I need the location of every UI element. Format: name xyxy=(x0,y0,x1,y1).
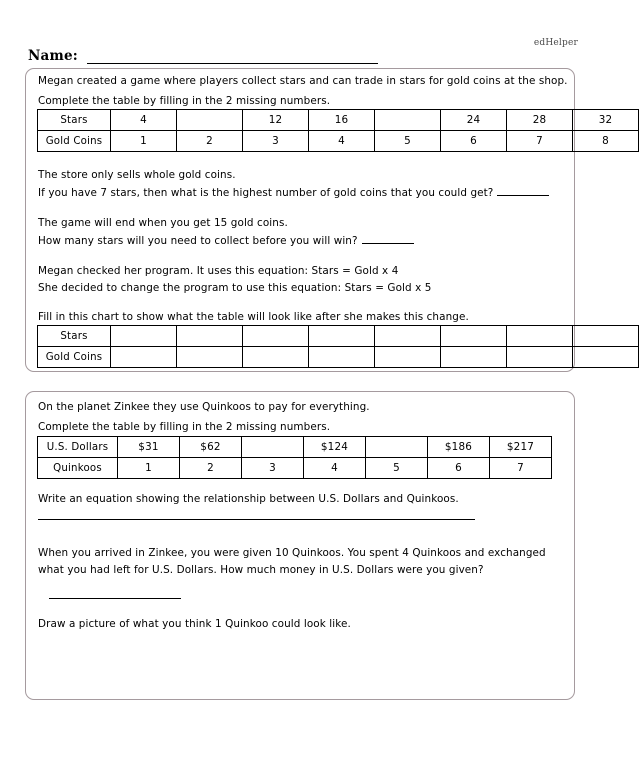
blank-cell-stars-0[interactable] xyxy=(111,326,177,347)
exchange-question-line1: When you arrived in Zinkee, you were given 10 Quinkoos. You spent 4 Quinkoos and exchanged xyxy=(38,547,546,559)
edhelper-logo: edHelper xyxy=(533,38,578,48)
row-label-stars-blank: Stars xyxy=(38,326,111,347)
cell-gold-3[interactable]: 4 xyxy=(309,131,375,152)
blank-stars-gold-table[interactable] xyxy=(37,325,639,368)
cell-dollars-2[interactable] xyxy=(242,437,304,458)
section1-intro-line1: Megan created a game where players collect stars and can trade in stars for gold coins at the shop. xyxy=(38,75,568,87)
name-field-row xyxy=(28,48,378,64)
blank-cell-gold-3[interactable] xyxy=(309,347,375,368)
row-label-quinkoos: Quinkoos xyxy=(38,458,118,479)
cell-gold-6[interactable]: 7 xyxy=(507,131,573,152)
cell-dollars-3[interactable]: $124 xyxy=(304,437,366,458)
blank-cell-stars-2[interactable] xyxy=(243,326,309,347)
cell-gold-7[interactable]: 8 xyxy=(573,131,639,152)
cell-gold-4[interactable]: 5 xyxy=(375,131,441,152)
cell-dollars-0[interactable]: $31 xyxy=(118,437,180,458)
cell-quinkoos-4[interactable]: 5 xyxy=(366,458,428,479)
cell-quinkoos-2[interactable]: 3 xyxy=(242,458,304,479)
blank-cell-gold-7[interactable] xyxy=(573,347,639,368)
equation-line1: Megan checked her program. It uses this equation: Stars = Gold x 4 xyxy=(38,265,399,277)
cell-stars-4[interactable] xyxy=(375,110,441,131)
equation-question: Write an equation showing the relationship between U.S. Dollars and Quinkoos. xyxy=(38,493,459,505)
cell-stars-6[interactable]: 28 xyxy=(507,110,573,131)
question2-line1: The game will end when you get 15 gold coins. xyxy=(38,217,288,229)
blank-cell-stars-1[interactable] xyxy=(177,326,243,347)
section1-intro-line2: Complete the table by filling in the 2 missing numbers. xyxy=(38,95,331,107)
problem-section-2 xyxy=(25,391,575,700)
row-label-gold-blank: Gold Coins xyxy=(38,347,111,368)
cell-stars-1[interactable] xyxy=(177,110,243,131)
blank-cell-stars-7[interactable] xyxy=(573,326,639,347)
dollars-quinkoos-table[interactable] xyxy=(37,436,552,479)
cell-dollars-4[interactable] xyxy=(366,437,428,458)
cell-quinkoos-1[interactable]: 2 xyxy=(180,458,242,479)
blank-cell-gold-1[interactable] xyxy=(177,347,243,368)
equation-line2: She decided to change the program to use this equation: Stars = Gold x 5 xyxy=(38,282,432,294)
draw-picture-prompt: Draw a picture of what you think 1 Quinkoo could look like. xyxy=(38,618,351,630)
question1-line1: The store only sells whole gold coins. xyxy=(38,169,236,181)
blank-cell-gold-6[interactable] xyxy=(507,347,573,368)
blank-cell-stars-6[interactable] xyxy=(507,326,573,347)
equation-answer-line[interactable] xyxy=(38,519,475,520)
blank-cell-stars-3[interactable] xyxy=(309,326,375,347)
section2-intro-line1: On the planet Zinkee they use Quinkoos to pay for everything. xyxy=(38,401,370,413)
exchange-question-line2: what you had left for U.S. Dollars. How much money in U.S. Dollars were you given? xyxy=(38,564,484,576)
chart-prompt: Fill in this chart to show what the table will look like after she makes this change. xyxy=(38,311,469,323)
table-row xyxy=(38,131,639,152)
answer-blank-1[interactable] xyxy=(497,185,549,196)
cell-stars-3[interactable]: 16 xyxy=(309,110,375,131)
cell-quinkoos-3[interactable]: 4 xyxy=(304,458,366,479)
stars-gold-coins-table[interactable] xyxy=(37,109,639,152)
blank-cell-gold-0[interactable] xyxy=(111,347,177,368)
section2-intro-line2: Complete the table by filling in the 2 missing numbers. xyxy=(38,421,331,433)
problem-section-1 xyxy=(25,68,613,372)
blank-cell-stars-5[interactable] xyxy=(441,326,507,347)
table-row xyxy=(38,326,639,347)
blank-cell-gold-4[interactable] xyxy=(375,347,441,368)
cell-gold-2[interactable]: 3 xyxy=(243,131,309,152)
cell-dollars-1[interactable]: $62 xyxy=(180,437,242,458)
drawing-area[interactable] xyxy=(38,634,562,694)
cell-gold-0[interactable]: 1 xyxy=(111,131,177,152)
cell-quinkoos-6[interactable]: 7 xyxy=(490,458,552,479)
exchange-answer-line[interactable] xyxy=(49,598,181,599)
question2-line2: How many stars will you need to collect before you will win? xyxy=(38,235,358,247)
question2-line2-wrap xyxy=(38,233,414,248)
cell-gold-1[interactable]: 2 xyxy=(177,131,243,152)
blank-cell-stars-4[interactable] xyxy=(375,326,441,347)
answer-blank-2[interactable] xyxy=(362,233,414,244)
question1-line2-wrap xyxy=(38,185,549,200)
cell-dollars-5[interactable]: $186 xyxy=(428,437,490,458)
cell-stars-0[interactable]: 4 xyxy=(111,110,177,131)
row-label-us-dollars: U.S. Dollars xyxy=(38,437,118,458)
name-input-line[interactable] xyxy=(87,50,378,64)
table-row xyxy=(38,437,552,458)
table-row xyxy=(38,110,639,131)
blank-cell-gold-2[interactable] xyxy=(243,347,309,368)
table-row xyxy=(38,347,639,368)
cell-dollars-6[interactable]: $217 xyxy=(490,437,552,458)
blank-cell-gold-5[interactable] xyxy=(441,347,507,368)
cell-stars-7[interactable]: 32 xyxy=(573,110,639,131)
table-row xyxy=(38,458,552,479)
question1-line2: If you have 7 stars, then what is the highest number of gold coins that you could get? xyxy=(38,187,494,199)
name-label: Name: xyxy=(28,48,78,64)
cell-quinkoos-0[interactable]: 1 xyxy=(118,458,180,479)
row-label-stars: Stars xyxy=(38,110,111,131)
cell-stars-5[interactable]: 24 xyxy=(441,110,507,131)
cell-stars-2[interactable]: 12 xyxy=(243,110,309,131)
cell-gold-5[interactable]: 6 xyxy=(441,131,507,152)
row-label-gold-coins: Gold Coins xyxy=(38,131,111,152)
cell-quinkoos-5[interactable]: 6 xyxy=(428,458,490,479)
